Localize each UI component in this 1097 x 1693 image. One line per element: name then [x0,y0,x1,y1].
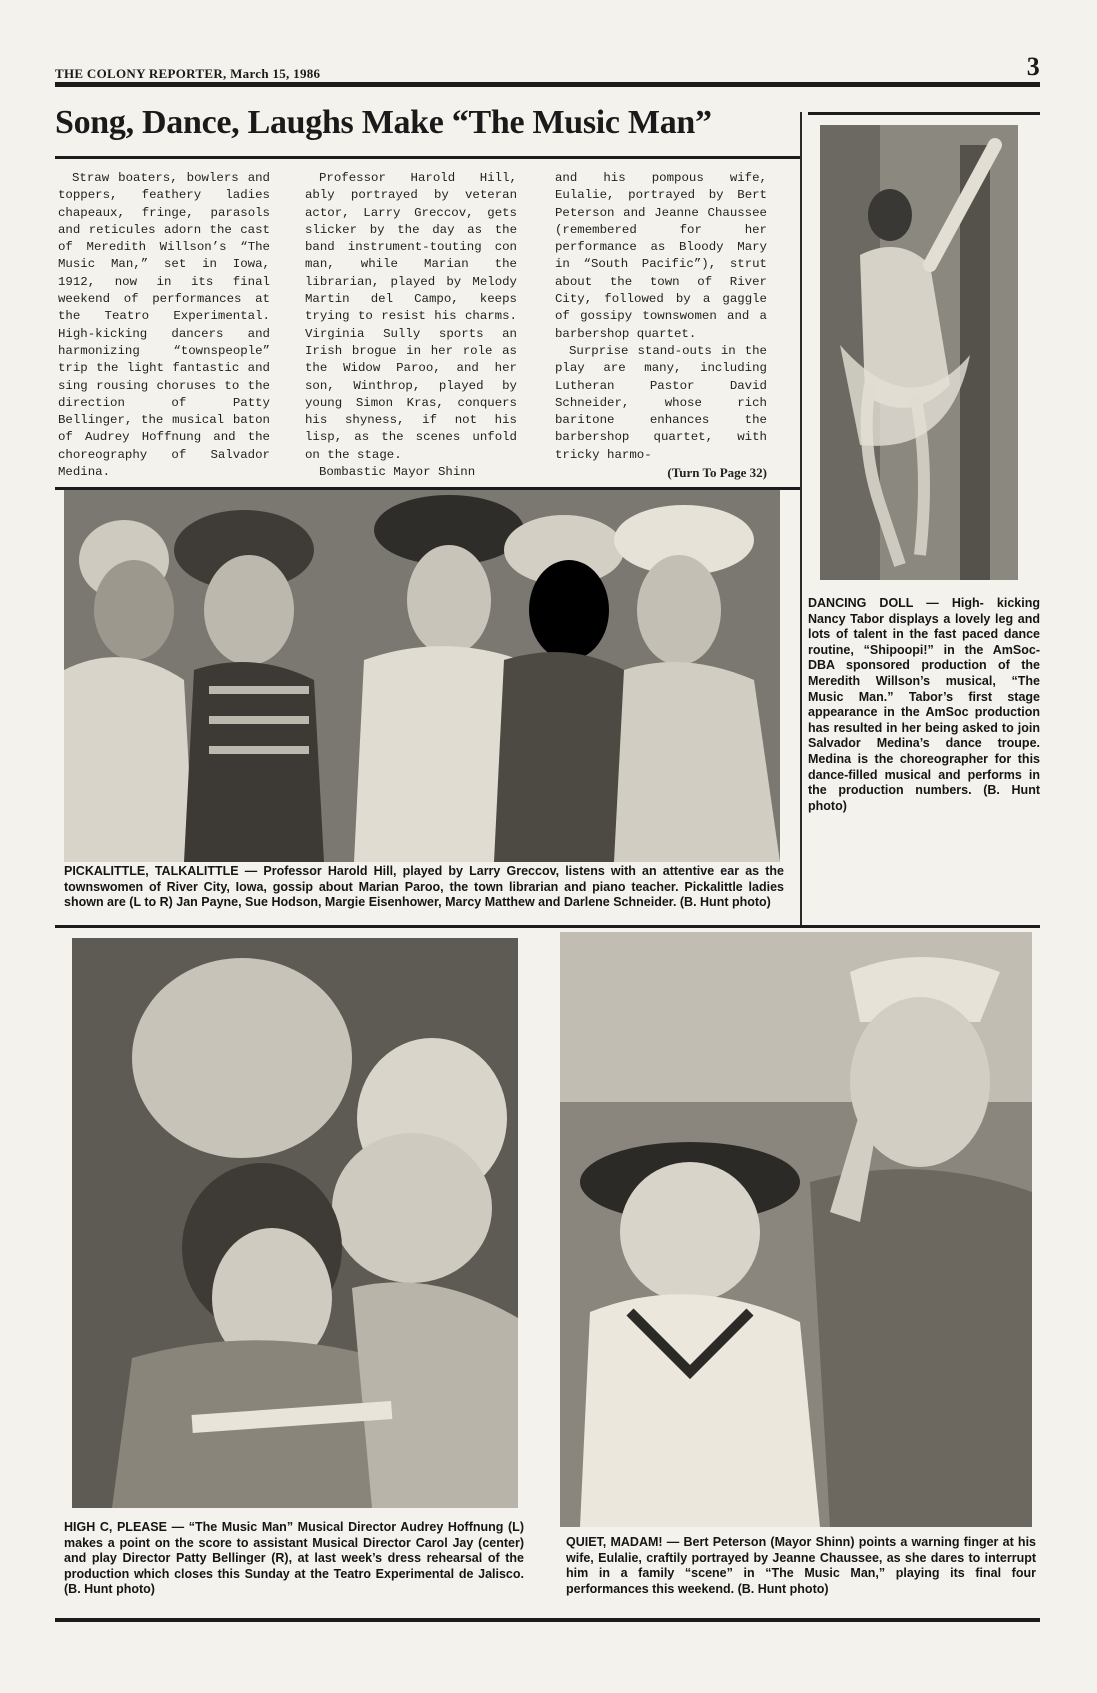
masthead-rule [55,82,1040,87]
article-paragraph: Professor Harold Hill, ably portrayed by veteran actor, Larry Greccov, gets slicker by the day as the band instrument-touting con man, while Marian the librarian, played by Melody Martin del Campo, keeps trying to resist his charms. Virginia Sully sports an Irish brogue in her role as the Widow Paroo, and her son, Winthrop, played by young Simon Kras, conquers his shyness, if not his lisp, as the scenes unfold on the stage. [305,171,517,462]
headline: Song, Dance, Laughs Make “The Music Man” [55,104,712,141]
caption-lead: DANCING DOLL — High- [808,596,984,610]
article-column-2 [305,170,517,481]
jump-line: (Turn To Page 32) [667,465,767,481]
article-column-1 [58,170,270,481]
mayor-scene-photo [560,932,1032,1527]
article-paragraph: Bombastic Mayor Shinn [319,465,476,480]
caption-text: Professor Harold Hill, played by Larry Greccov, listens with an attentive ear as the townswomen of River City, Iowa, gossip about Marian Paroo, the town librarian and piano teacher. Pickalittle ladies shown are (L to R) Jan Payne, Sue Hodson, Margie Eisenhower, Marcy Matthew and Darlene Schneider. (B. Hunt photo) [64,864,784,910]
caption-lead: PICKALITTLE, TALKALITTLE — [64,864,258,878]
article-paragraph: Straw boaters, bowlers and toppers, feathery ladies chapeaux, fringe, parasols and reticules adorn the cast of Meredith Willson’s “The Music Man,” set in Iowa, 1912, now in its final weekend of performances at the Teatro Experimental. High-kicking dancers and harmonizing “townspeople” trip the light fantastic and sing rousing choruses to the direction of Patty Bellinger, the musical baton of Audrey Hoffnung and the choreography of Salvador Medina. [58,171,270,480]
pickalittle-photo [64,490,780,862]
caption-lead: HIGH C, PLEASE — [64,1520,185,1534]
column-divider [800,112,802,927]
article-paragraph: and his pompous wife, Eulalie, portrayed by Bert Peterson and Jeanne Chaussee (remembered for her performance as Bloody Mary in “South Pacific”), strut about the town of River City, followed by a gaggle of gossipy townswomen and a barbershop quartet. [555,171,767,341]
dancer-caption [808,596,1040,814]
caption-text: Bert Peterson (Mayor Shinn) points a warning finger at his wife, Eulalie, craftily portrayed by Jeanne Chaussee, as she dares to interrupt him in a family “scene” in “The Music Man,” playing its final four performances this weekend. (B. Hunt photo) [566,1535,1036,1596]
bottom-rule [55,1618,1040,1622]
article-column-3 [555,170,767,481]
section-rule [55,925,1040,928]
mayor-scene-caption [566,1535,1036,1597]
sidebar-top-rule [808,112,1040,115]
caption-text: “The Music Man” Musical Director Audrey Hoffnung (L) makes a point on the score to assistant Musical Director Carol Jay (center) and play Director Patty Bellinger (R), at last week’s dress rehearsal of the production which closes this Sunday at the Teatro Experimental de Jalisco. (B. Hunt photo) [64,1520,524,1597]
pickalittle-caption [64,864,784,911]
article-paragraph: Surprise stand-outs in the play are many, including Lutheran Pastor David Schneider, whose rich baritone enhances the barbershop quartet, with tricky harmo- [555,343,767,462]
dancer-photo [820,125,1018,580]
rehearsal-photo [72,938,518,1508]
paper-dateline: THE COLONY REPORTER, March 15, 1986 [55,66,321,81]
rehearsal-caption [64,1520,524,1598]
headline-rule [55,156,800,159]
page-number: 3 [1026,52,1040,81]
caption-lead: QUIET, MADAM! — [566,1535,680,1549]
caption-text: kicking Nancy Tabor displays a lovely leg and lots of talent in the fast paced dance routine, “Shipoopi!” in the AmSoc-DBA sponsored production of the Meredith Willson’s musical, “The Music Man.” Tabor’s first stage appearance in the AmSoc production has resulted in her being asked to join Salvador Medina’s dance troupe. Medina is the choreographer for this dance-filled musical and performs in the production numbers. (B. Hunt photo) [808,596,1040,813]
masthead [55,52,1040,84]
